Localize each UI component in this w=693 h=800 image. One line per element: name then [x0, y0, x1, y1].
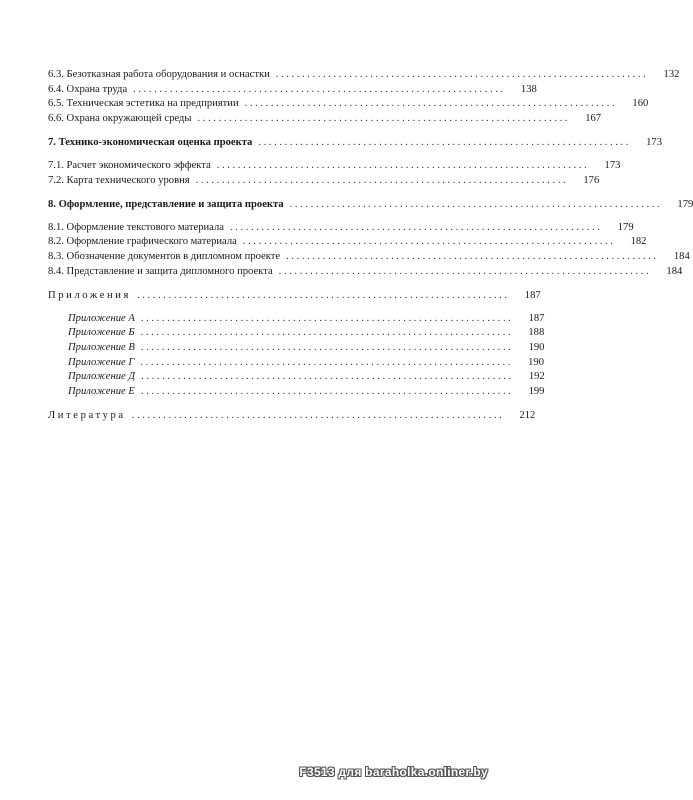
toc-entry-page: 184: [673, 250, 690, 262]
toc-appendix-page: 190: [528, 341, 545, 353]
toc-entry-page: 173: [604, 159, 621, 171]
toc-literature: [48, 409, 536, 424]
leader-dots: .......................................................................: [133, 83, 506, 95]
leader-dots: .......................................................................: [140, 341, 514, 353]
toc-appendix-a: [48, 312, 545, 327]
toc-entry-title: 6.3. Безотказная работа оборудования и оснастки: [48, 69, 270, 80]
toc-appendix-page: 192: [528, 371, 545, 383]
toc-appendix-b: [48, 326, 545, 341]
toc-literature-page: 212: [519, 410, 536, 422]
toc-entry-page: 182: [630, 236, 647, 248]
toc-entry-7-2: [48, 174, 600, 189]
toc-appendices: [48, 289, 541, 304]
toc-entry-8-4: [48, 265, 683, 280]
toc-entry-page: 179: [617, 221, 634, 233]
toc-entry-title: 8.1. Оформление текстового материала: [48, 221, 224, 233]
leader-dots: .......................................................................: [141, 371, 514, 383]
toc-entry-title: 8.3. Обозначение документов в дипломном проекте: [48, 250, 281, 262]
leader-dots: .......................................................................: [286, 250, 659, 262]
toc-entry-page: 138: [520, 83, 537, 95]
toc-entry-title: 7.1. Расчет экономического эффекта: [48, 159, 211, 171]
toc-entry-6-4: [48, 83, 537, 98]
toc-entry-page: 160: [632, 98, 649, 110]
toc-section-8: [48, 198, 693, 213]
toc-appendix-title: Приложение Д: [68, 371, 136, 383]
leader-dots: .......................................................................: [278, 265, 652, 277]
toc-appendix-title: Приложение Б: [68, 327, 135, 339]
toc-appendix-e: [48, 385, 545, 400]
toc-appendix-title: Приложение В: [68, 341, 135, 353]
leader-dots: .......................................................................: [195, 174, 569, 186]
leader-dots: .......................................................................: [140, 312, 514, 324]
toc-appendix-page: 199: [528, 385, 545, 397]
toc-entry-6-3: [48, 68, 680, 83]
toc-entry-8-1: [48, 221, 634, 236]
toc-entry-title: 8.4. Представление и защита дипломного проекта: [48, 265, 273, 277]
toc-appendices-page: 187: [524, 290, 541, 302]
toc-section-title: 8. Оформление, представление и защита проекта: [48, 199, 284, 211]
leader-dots: .......................................................................: [242, 236, 616, 248]
toc-entry-title: 6.4. Охрана труда: [48, 83, 128, 95]
toc-appendix-page: 188: [528, 327, 545, 339]
toc-entry-6-5: [48, 97, 649, 112]
toc-appendix-title: Приложение Е: [68, 385, 135, 397]
toc-entry-page: 132: [663, 69, 680, 80]
leader-dots: .......................................................................: [258, 137, 631, 149]
toc-section-7: [48, 136, 662, 151]
toc-appendix-d: [48, 370, 545, 385]
leader-dots: .......................................................................: [229, 221, 603, 233]
toc-entry-6-6: [48, 112, 602, 127]
toc-section-title: 7. Технико-экономическая оценка проекта: [48, 137, 253, 149]
toc-entry-page: 184: [666, 265, 683, 277]
toc-entry-title: 6.5. Техническая эстетика на предприятии: [48, 98, 239, 110]
toc-entry-8-2: [48, 235, 647, 250]
toc-literature-title: Литература: [48, 410, 126, 422]
toc-entry-title: 7.2. Карта технического уровня: [48, 174, 190, 186]
toc-appendix-title: Приложение Г: [68, 356, 135, 368]
toc-entry-8-3: [48, 250, 690, 265]
toc-appendices-title: Приложения: [48, 290, 132, 302]
leader-dots: .......................................................................: [140, 327, 514, 339]
toc-entry-page: 167: [585, 112, 602, 124]
toc-section-page: 179: [677, 199, 693, 211]
leader-dots: .......................................................................: [197, 112, 571, 124]
watermark: F3513 для baraholka.onliner.by: [299, 765, 488, 779]
toc-section-page: 173: [646, 137, 662, 149]
toc-entry-title: 8.2. Оформление графического материала: [48, 236, 237, 248]
leader-dots: .......................................................................: [289, 199, 663, 211]
leader-dots: .......................................................................: [131, 410, 505, 422]
toc-entry-7-1: [48, 159, 621, 174]
leader-dots: .......................................................................: [275, 69, 649, 80]
leader-dots: .......................................................................: [137, 290, 510, 302]
leader-dots: .......................................................................: [244, 98, 618, 110]
toc-entry-title: 6.6. Охрана окружающей среды: [48, 112, 192, 124]
toc-entry-page: 176: [583, 174, 600, 186]
toc-appendix-page: 190: [528, 356, 545, 368]
toc-appendix-g: [48, 356, 545, 371]
leader-dots: .......................................................................: [140, 385, 514, 397]
table-of-contents: [48, 68, 693, 424]
leader-dots: .......................................................................: [216, 159, 590, 171]
leader-dots: .......................................................................: [140, 356, 514, 368]
toc-appendix-v: [48, 341, 545, 356]
toc-appendix-title: Приложение А: [68, 312, 135, 324]
toc-appendix-page: 187: [528, 312, 545, 324]
